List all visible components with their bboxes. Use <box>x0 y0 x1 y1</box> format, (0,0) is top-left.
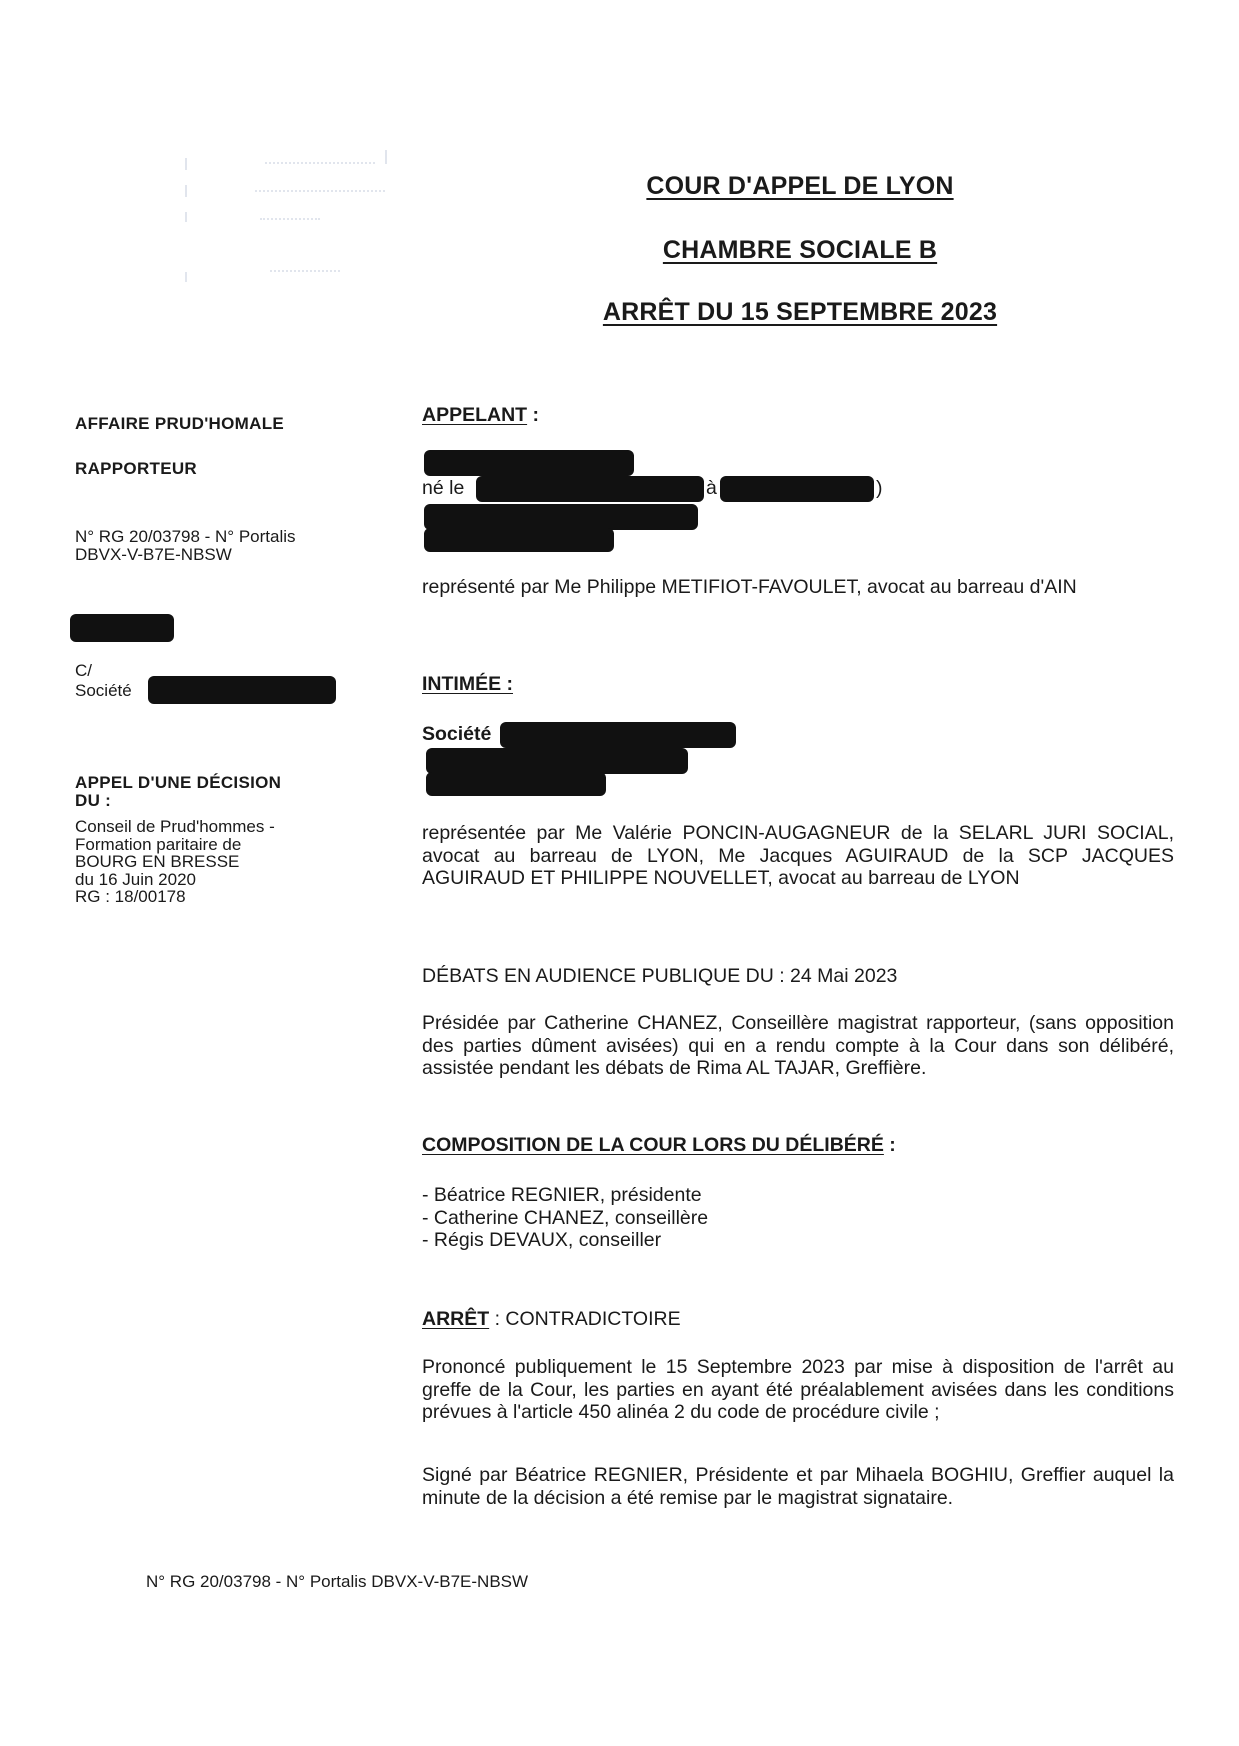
redacted-birth-place <box>720 476 874 502</box>
redacted-address-line-1 <box>424 504 698 530</box>
redacted-respondent-name <box>148 676 336 704</box>
chamber-title: CHAMBRE SOCIALE B <box>662 236 938 264</box>
list-item: - Béatrice REGNIER, présidente <box>422 1184 702 1206</box>
court-title: COUR D'APPEL DE LYON <box>646 172 954 200</box>
decision-date-title: ARRÊT DU 15 SEPTEMBRE 2023 <box>602 298 998 326</box>
redacted-company-address-2 <box>426 772 606 796</box>
rg-reference-line-2: DBVX-V-B7E-NBSW <box>75 545 232 564</box>
debats-line: DÉBATS EN AUDIENCE PUBLIQUE DU : 24 Mai 2023 <box>422 965 898 987</box>
appeal-detail-line: du 16 Juin 2020 <box>75 869 196 889</box>
born-close-paren: ) <box>876 477 883 499</box>
prononce-paragraph: Prononcé publiquement le 15 Septembre 2023 par mise à disposition de l'arrêt au greffe de la Cour, les parties en ayant été préalablement avisées dans les conditions prévues à l'article 450 alinéa 2 du code de procédure civile ; <box>422 1356 1174 1423</box>
list-item: - Catherine CHANEZ, conseillère <box>422 1206 709 1229</box>
appeal-title-line-2: DU : <box>75 791 112 810</box>
composition-heading <box>422 1134 1174 1157</box>
redacted-birth-date <box>476 476 704 502</box>
versus-societe-label: Société <box>75 681 132 700</box>
redacted-appellant-name <box>70 614 174 642</box>
born-at-label: à <box>706 477 717 499</box>
list-item: - Régis DEVAUX, conseiller <box>422 1229 662 1251</box>
composition-title: COMPOSITION DE LA COUR LORS DU DÉLIBÉRÉ <box>422 1134 884 1156</box>
stamp-bleed-through <box>185 150 445 290</box>
appelant-label: APPELANT <box>422 404 528 426</box>
intimee-representation: représentée par Me Valérie PONCIN-AUGAGNEUR de la SELARL JURI SOCIAL, avocat au barreau de LYON, Me Jacques AGUIRAUD de la SCP JACQUES AGUIRAUD ET PHILIPPE NOUVELLET, avocat au barreau de LYON <box>422 822 1174 889</box>
appelant-colon: : <box>527 404 540 426</box>
born-label: né le <box>422 477 465 499</box>
presidee-paragraph: Présidée par Catherine CHANEZ, Conseillère magistrat rapporteur, (sans opposition des parties dûment avisées) qui en a rendu compte à la Cour dans son délibéré, assistée pendant les débats de Rima AL TAJAR, Greffière. <box>422 1012 1174 1079</box>
appeal-detail-line: Formation paritaire de <box>75 834 242 854</box>
appeal-title <box>75 774 355 810</box>
redacted-company-address-1 <box>426 748 688 774</box>
appeal-details <box>75 818 355 906</box>
versus-label: C/ <box>75 661 92 680</box>
footer-rg-reference: N° RG 20/03798 - N° Portalis DBVX-V-B7E-NBSW <box>146 1572 529 1591</box>
appelant-heading <box>422 404 722 427</box>
intimee-heading: INTIMÉE : <box>422 673 513 695</box>
redacted-appellant-fullname <box>424 450 634 476</box>
redacted-address-line-2 <box>424 528 614 552</box>
appeal-detail-line: RG : 18/00178 <box>75 887 186 906</box>
appeal-detail-line: Conseil de Prud'hommes - <box>75 817 275 836</box>
arret-line <box>422 1308 1174 1331</box>
signe-paragraph: Signé par Béatrice REGNIER, Présidente et par Mihaela BOGHIU, Greffier auquel la minute de la décision a été remise par le magistrat signataire. <box>422 1464 1174 1509</box>
rapporteur-label: RAPPORTEUR <box>75 459 198 478</box>
appeal-title-line-1: APPEL D'UNE DÉCISION <box>75 773 282 792</box>
rg-reference-line-1: N° RG 20/03798 - N° Portalis <box>75 527 296 546</box>
intimee-societe-label: Société <box>422 723 492 745</box>
composition-list <box>422 1184 1174 1252</box>
arret-label: ARRÊT <box>422 1308 490 1330</box>
appeal-detail-line: BOURG EN BRESSE <box>75 852 240 871</box>
arret-value: : CONTRADICTOIRE <box>489 1308 681 1330</box>
rg-reference <box>75 528 355 564</box>
appelant-representation: représenté par Me Philippe METIFIOT-FAVOULET, avocat au barreau d'AIN <box>422 576 1077 598</box>
redacted-company-name <box>500 722 736 748</box>
case-type: AFFAIRE PRUD'HOMALE <box>75 414 285 433</box>
composition-colon: : <box>883 1134 896 1156</box>
